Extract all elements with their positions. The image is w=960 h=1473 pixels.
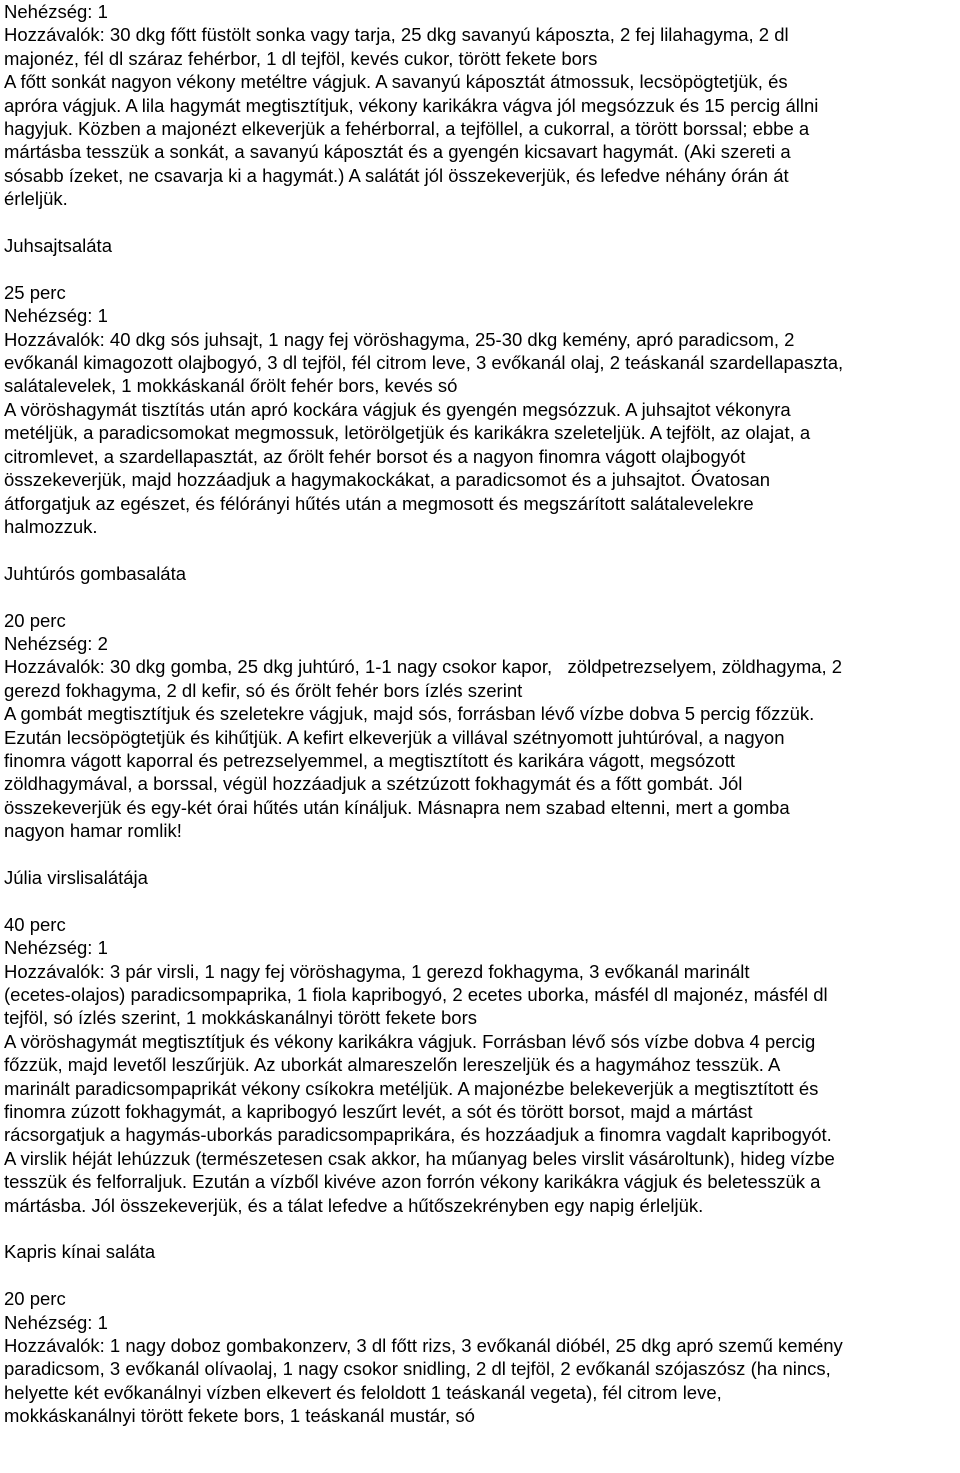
method-line: A vöröshagymát tisztítás után apró kockára vágjuk és gyengén megsózzuk. A juhsajtot vékonyra [4, 398, 791, 420]
method-line: Ezután lecsöpögtetjük és kihűtjük. A kefirt elkeverjük a villával szétnyomott juhtúróval, a nagyon [4, 726, 785, 748]
method-line: A vöröshagymát megtisztítjuk és vékony karikákra vágjuk. Forrásban lévő sós vízbe dobva 4 percig [4, 1030, 816, 1052]
ingredients-line: helyette két evőkanálnyi vízben elkevert és feloldott 1 teáskanál vegeta), fél citrom leve, [4, 1381, 722, 1403]
ingredients-line: Hozzávalók: 30 dkg főtt füstölt sonka vagy tarja, 25 dkg savanyú káposzta, 2 fej lilahagyma, 2 dl [4, 24, 789, 46]
ingredients-line: gerezd fokhagyma, 2 dl kefir, só és őrölt fehér bors ízlés szerint [4, 679, 523, 701]
method-line: érleljük. [4, 188, 68, 210]
recipe-time: 25 perc [4, 281, 66, 303]
ingredients-line: Hozzávalók: 30 dkg gomba, 25 dkg juhtúró, 1-1 nagy csokor kapor, zöldpetrezselyem, zöldhagyma, 2 [4, 656, 843, 678]
paragraph-gap [4, 585, 956, 608]
method-line: finomra vágott kaporral és petrezselyemmel, a megtisztított és karikára vágott, megsózott [4, 749, 736, 771]
method-line: összekeverjük, majd hozzáadjuk a hagymakockákat, a paradicsomot és a juhsajtot. Óvatosan [4, 469, 771, 491]
method-line: összekeverjük és egy-két órai hűtés után kínáljuk. Másnapra nem szabad eltenni, mert a gomba [4, 796, 790, 818]
paragraph-gap [4, 538, 956, 561]
method-line: halmozzuk. [4, 515, 98, 537]
method-line: zöldhagymával, a borssal, végül hozzáadjuk a szétzúzott fokhagymát és a főtt gombát. Jól [4, 773, 743, 795]
recipe-kapris-kinai-salata [4, 1240, 956, 1427]
recipe-juhturos-gombasalata [4, 562, 956, 843]
paragraph-gap [4, 1264, 956, 1287]
ingredients-line: Hozzávalók: 1 nagy doboz gombakonzerv, 3 dl főtt rizs, 3 evőkanál dióbél, 25 dkg apró szemű kemény [4, 1335, 843, 1357]
recipe-title: Kapris kínai saláta [4, 1241, 156, 1263]
recipe-time: 20 perc [4, 609, 66, 631]
method-line: finomra zúzott fokhagymát, a kapribogyó leszűrt levét, a sót és törött borsot, majd a mártást [4, 1101, 753, 1122]
method-line: sósabb ízeket, ne csavarja ki a hagymát.) A salátát jól összekeverjük, és lefedve néhány órán át [4, 164, 789, 186]
recipe-difficulty: Nehézség: 1 [4, 305, 108, 327]
ingredients-line: majonéz, fél dl száraz fehérbor, 1 dl tejföl, kevés cukor, törött fekete bors [4, 47, 598, 69]
recipe-difficulty: Nehézség: 1 [4, 1311, 108, 1333]
method-line: A gombát megtisztítjuk és szeletekre vágjuk, majd sós, forrásban lévő vízbe dobva 5 percig főzzük. [4, 703, 815, 725]
method-line: nagyon hamar romlik! [4, 820, 182, 842]
method-line: tesszük és felforraljuk. Ezután a vízből kivéve azon forrón vékony karikákra vágjuk és beletesszük a [4, 1171, 821, 1193]
ingredients-line: tejföl, só ízlés szerint, 1 mokkáskanálnyi törött fekete bors [4, 1007, 477, 1029]
recipe-sonkas-kaposztasalata [4, 0, 956, 211]
paragraph-gap [4, 211, 956, 234]
ingredients-line: paradicsom, 3 evőkanál olívaolaj, 1 nagy csokor snidling, 2 dl tejföl, 2 evőkanál szójaszósz (ha nincs, [4, 1358, 831, 1380]
recipe-time: 40 perc [4, 913, 66, 935]
recipe-juhsajtsalata [4, 234, 956, 538]
ingredients-line: (ecetes-olajos) paradicsompaprika, 1 fiola kapribogyó, 2 ecetes uborka, másfél dl majonéz, másfél dl [4, 983, 828, 1005]
paragraph-gap [4, 257, 956, 280]
method-line: mártásba. Jól összekeverjük, és a tálat lefedve a hűtőszekrényben egy napig érleljük. [4, 1194, 704, 1216]
paragraph-gap [4, 1217, 956, 1240]
method-line: átforgatjuk az egészet, és félórányi hűtés után a megmosott és megszárított salátalevelekre [4, 492, 754, 514]
recipe-difficulty: Nehézség: 2 [4, 632, 108, 654]
ingredients-line: evőkanál kimagozott olajbogyó, 3 dl tejföl, fél citrom leve, 3 evőkanál olaj, 2 teáskanál szardellapaszta, [4, 352, 844, 374]
ingredients-line: Hozzávalók: 40 dkg sós juhsajt, 1 nagy fej vöröshagyma, 25-30 dkg kemény, apró paradicsom, 2 [4, 328, 795, 350]
method-line: citromlevet, a szardellapasztát, az őrölt fehér borsot és a nagyon finomra vágott olajbogyót [4, 445, 746, 467]
ingredients-line: salátalevelek, 1 mokkáskanál őrölt fehér bors, kevés só [4, 375, 458, 397]
recipe-title: Juhtúrós gombasaláta [4, 562, 187, 584]
method-line: rácsorgatjuk a hagymás-uborkás paradicsompaprikára, és hozzáadjuk a finomra vagdalt kapribogyót. [4, 1124, 832, 1146]
recipe-julia-virslisalataja [4, 866, 956, 1217]
ingredients-line: Hozzávalók: 3 pár virsli, 1 nagy fej vöröshagyma, 1 gerezd fokhagyma, 3 evőkanál marinált [4, 960, 750, 982]
recipe-time: 20 perc [4, 1288, 66, 1310]
method-line: A főtt sonkát nagyon vékony metéltre vágjuk. A savanyú káposztát átmossuk, lecsöpögtetjük, és [4, 71, 788, 93]
method-line: metéljük, a paradicsomokat megmossuk, letörölgetjük és karikákra szeleteljük. A tejfölt, az olajat, a [4, 422, 811, 444]
method-line: A virslik héját lehúzzuk (természetesen csak akkor, ha műanyag beles virslit vásároltunk), hideg vízbe [4, 1147, 835, 1169]
ingredients-line: mokkáskanálnyi törött fekete bors, 1 teáskanál mustár, só [4, 1405, 475, 1427]
method-line: főzzük, majd levetől leszűrjük. Az uborkát almareszelőn lereszeljük és a hagymához tesszük. A [4, 1054, 781, 1076]
method-line: mártásba tesszük a sonkát, a savanyú káposztát és a gyengén kicsavart hagymát. (Aki szereti a [4, 141, 791, 163]
recipe-difficulty: Nehézség: 1 [4, 937, 108, 959]
recipe-title: Juhsajtsaláta [4, 235, 112, 257]
paragraph-gap [4, 843, 956, 866]
recipe-title: Júlia virslisalátája [4, 866, 148, 888]
paragraph-gap [4, 889, 956, 912]
method-line: marinált paradicsompaprikát vékony csíkokra metéljük. A majonézbe belekeverjük a megtisztított és [4, 1077, 819, 1099]
method-line: hagyjuk. Közben a majonézt elkeverjük a fehérborral, a tejföllel, a cukorral, a törött borssal; ebbe a [4, 118, 810, 140]
method-line: apróra vágjuk. A lila hagymát megtisztítjuk, vékony karikákra vágva jól megsózzuk és 15 percig állni [4, 94, 819, 116]
recipe-difficulty: Nehézség: 1 [4, 1, 108, 22]
